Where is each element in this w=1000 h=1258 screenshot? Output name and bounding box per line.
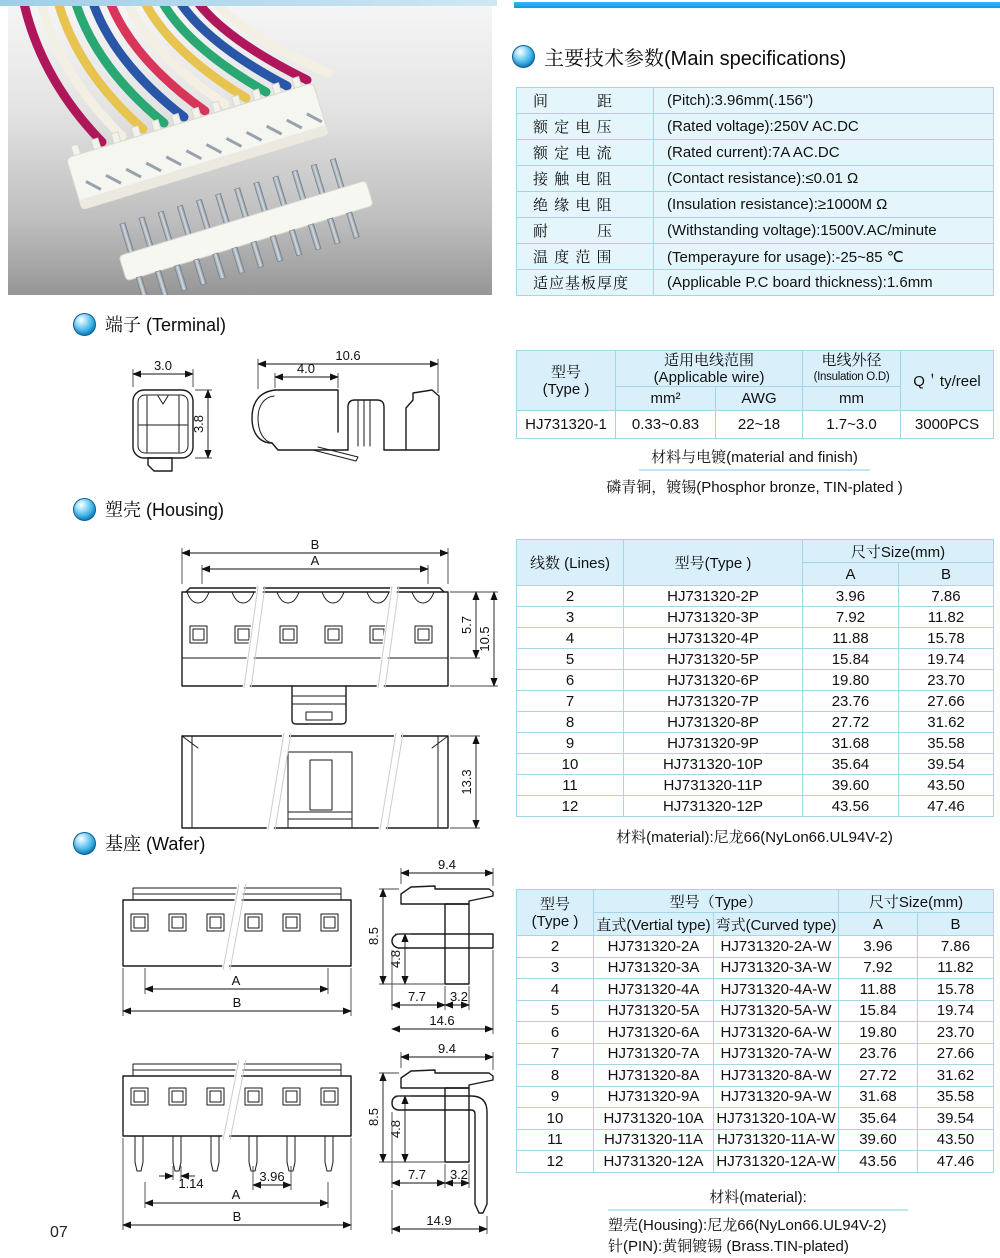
main-specs-table — [516, 87, 994, 296]
cell-type: 8 — [517, 1065, 594, 1087]
dim-label: 14.9 — [426, 1213, 452, 1228]
cell-b: 15.78 — [918, 979, 994, 1001]
table-row — [517, 1043, 994, 1065]
table-row — [517, 712, 994, 733]
cell-vertical: HJ731320-11A — [594, 1129, 714, 1151]
cell-vertical: HJ731320-9A — [594, 1086, 714, 1108]
cell-curved: HJ731320-8A-W — [714, 1065, 839, 1087]
wafer-straight-drawing — [95, 858, 500, 1038]
table-header-row — [517, 351, 994, 387]
cell-a: 7.92 — [839, 957, 918, 979]
col-header-a: A — [803, 563, 899, 586]
cell-b: 19.74 — [918, 1000, 994, 1022]
table-header-row — [517, 890, 994, 913]
cell-b: 15.78 — [899, 628, 994, 649]
table-row — [517, 775, 994, 796]
dim-label: 4.8 — [388, 949, 403, 969]
cell-lines: 6 — [517, 670, 624, 691]
col-header-type: 型号(Type ) — [624, 540, 803, 586]
cell-a: 35.64 — [803, 754, 899, 775]
dim-label: 1.14 — [178, 1176, 204, 1191]
section-heading-main-specs — [512, 42, 846, 71]
cell-b: 39.54 — [899, 754, 994, 775]
dim-label: 10.5 — [477, 626, 492, 652]
cell-curved: HJ731320-3A-W — [714, 957, 839, 979]
cell-curved: HJ731320-10A-W — [714, 1108, 839, 1130]
col-header-mm: mm — [803, 387, 901, 411]
cell-b: 19.74 — [899, 649, 994, 670]
table-row — [517, 411, 994, 439]
cell-a: 19.80 — [803, 670, 899, 691]
col-header-insulation-od: 电线外径 (Insulation O.D) — [803, 351, 901, 387]
cell-b: 31.62 — [918, 1065, 994, 1087]
section-title-main-specs: 主要技术参数(Main specifications) — [544, 48, 847, 70]
table-row — [517, 1086, 994, 1108]
cell-type: HJ731320-4P — [624, 628, 803, 649]
table-row — [517, 586, 994, 607]
dim-label: B — [232, 1209, 242, 1224]
spec-value: (Pitch):3.96mm(.156") — [654, 88, 994, 114]
dim-label: A — [231, 973, 241, 988]
cell-a: 11.88 — [839, 979, 918, 1001]
dim-label: 3.96 — [259, 1169, 285, 1184]
col-header-applicable-wire: 适用电线范围 (Applicable wire) — [616, 351, 803, 387]
cell-a: 23.76 — [839, 1043, 918, 1065]
col-header-b: B — [918, 913, 994, 936]
dim-label: 9.4 — [437, 858, 457, 872]
cell-a: 27.72 — [803, 712, 899, 733]
cell-vertical: HJ731320-2A — [594, 936, 714, 958]
cell-type: HJ731320-10P — [624, 754, 803, 775]
cell-type: 5 — [517, 1000, 594, 1022]
dim-label: 4.8 — [388, 1119, 403, 1139]
wafer-curved-drawing — [95, 1044, 500, 1244]
cell-vertical: HJ731320-4A — [594, 979, 714, 1001]
cell-b: 27.66 — [918, 1043, 994, 1065]
wafer-size-table — [516, 889, 994, 1173]
cell-a: 31.68 — [839, 1086, 918, 1108]
wafer-front-view — [123, 1060, 351, 1230]
material-note-title: 材料与电镀(material and finish) — [639, 446, 870, 471]
spec-value: (Withstanding voltage):1500V.AC/minute — [654, 218, 994, 244]
dim-label: 3.8 — [191, 414, 206, 434]
table-row — [517, 733, 994, 754]
dim-label: 3.2 — [449, 989, 469, 1004]
cell-type: 11 — [517, 1129, 594, 1151]
section-title-terminal: 端子 (Terminal) — [105, 315, 227, 335]
cell-vertical: HJ731320-3A — [594, 957, 714, 979]
dim-label: A — [310, 553, 320, 568]
wafer-side-view — [366, 858, 493, 1034]
cell-curved: HJ731320-2A-W — [714, 936, 839, 958]
wafer-material-note — [608, 1186, 908, 1257]
spec-row — [517, 244, 994, 270]
table-row — [517, 649, 994, 670]
cell-a: 43.56 — [803, 796, 899, 817]
cell-a: 43.56 — [839, 1151, 918, 1173]
cell-b: 11.82 — [899, 607, 994, 628]
cell-a: 15.84 — [803, 649, 899, 670]
spec-label: 额 定 电 压 — [517, 114, 654, 140]
spec-row — [517, 88, 994, 114]
spec-row — [517, 140, 994, 166]
col-header-awg: AWG — [716, 387, 803, 411]
cell-od: 1.7~3.0 — [803, 411, 901, 439]
cell-lines: 2 — [517, 586, 624, 607]
material-note-line: 塑壳(Housing):尼龙66(NyLon66.UL94V-2) — [608, 1217, 887, 1234]
section-heading-terminal — [73, 311, 226, 337]
cell-b: 7.86 — [899, 586, 994, 607]
spec-row — [517, 192, 994, 218]
material-note-line: 针(PIN):黄铜镀锡 (Brass.TIN-plated) — [608, 1238, 849, 1255]
cell-type: 7 — [517, 1043, 594, 1065]
col-header-type-group: 型号（Type） — [594, 890, 839, 913]
cell-a: 39.60 — [803, 775, 899, 796]
cell-curved: HJ731320-4A-W — [714, 979, 839, 1001]
cell-type: HJ731320-2P — [624, 586, 803, 607]
cell-awg: 22~18 — [716, 411, 803, 439]
bullet-sphere-icon — [512, 45, 535, 68]
col-header-size: 尺寸Size(mm) — [839, 890, 994, 913]
cell-type: HJ731320-6P — [624, 670, 803, 691]
cell-vertical: HJ731320-12A — [594, 1151, 714, 1173]
cell-b: 35.58 — [899, 733, 994, 754]
cell-lines: 5 — [517, 649, 624, 670]
cell-a: 11.88 — [803, 628, 899, 649]
cell-curved: HJ731320-9A-W — [714, 1086, 839, 1108]
material-note-value: 材料(material):尼龙66(NyLon66.UL94V-2) — [616, 829, 893, 846]
cell-type: HJ731320-8P — [624, 712, 803, 733]
spec-label: 温 度 范 围 — [517, 244, 654, 270]
housing-top-view — [182, 537, 498, 724]
cell-type: 12 — [517, 1151, 594, 1173]
cell-b: 39.54 — [918, 1108, 994, 1130]
cell-lines: 8 — [517, 712, 624, 733]
cell-type: HJ731320-12P — [624, 796, 803, 817]
bullet-sphere-icon — [73, 313, 96, 336]
dim-label: B — [232, 995, 242, 1010]
dim-label: B — [310, 537, 320, 552]
bullet-sphere-icon — [73, 498, 96, 521]
spec-label: 接 触 电 阻 — [517, 166, 654, 192]
cell-lines: 7 — [517, 691, 624, 712]
cell-b: 35.58 — [918, 1086, 994, 1108]
cell-mm2: 0.33~0.83 — [616, 411, 716, 439]
spec-value: (Rated voltage):250V AC.DC — [654, 114, 994, 140]
dim-label: 10.6 — [335, 348, 361, 363]
col-header-vertical: 直式(Vertial type) — [594, 913, 714, 936]
cell-type: 3 — [517, 957, 594, 979]
col-header-qty-reel: Q＇ty/reel — [901, 351, 994, 411]
col-header-mm2: mm² — [616, 387, 716, 411]
table-row — [517, 628, 994, 649]
cell-type: HJ731320-5P — [624, 649, 803, 670]
spec-row — [517, 218, 994, 244]
table-row — [517, 957, 994, 979]
product-photo — [8, 6, 492, 295]
cell-a: 7.92 — [803, 607, 899, 628]
housing-size-table — [516, 539, 994, 817]
cell-a: 39.60 — [839, 1129, 918, 1151]
top-accent-bar-right — [514, 2, 1000, 8]
cell-a: 3.96 — [803, 586, 899, 607]
table-row — [517, 1108, 994, 1130]
spec-value: (Temperayure for usage):-25~85 ℃ — [654, 244, 994, 270]
cell-lines: 11 — [517, 775, 624, 796]
cell-lines: 4 — [517, 628, 624, 649]
table-row — [517, 1129, 994, 1151]
spec-value: (Applicable P.C board thickness):1.6mm — [654, 270, 994, 296]
spec-value: (Rated current):7A AC.DC — [654, 140, 994, 166]
cell-b: 23.70 — [918, 1022, 994, 1044]
wire-harness-illustration — [8, 6, 492, 295]
col-header-curved: 弯式(Curved type) — [714, 913, 839, 936]
cell-lines: 9 — [517, 733, 624, 754]
spec-label: 适应基板厚度 — [517, 270, 654, 296]
col-header-size: 尺寸Size(mm) — [803, 540, 994, 563]
cell-type: 2 — [517, 936, 594, 958]
cell-type: HJ731320-11P — [624, 775, 803, 796]
cell-b: 7.86 — [918, 936, 994, 958]
table-row — [517, 979, 994, 1001]
cell-b: 47.46 — [918, 1151, 994, 1173]
cell-a: 15.84 — [839, 1000, 918, 1022]
cell-type: 9 — [517, 1086, 594, 1108]
cell-curved: HJ731320-5A-W — [714, 1000, 839, 1022]
dim-label: 9.4 — [437, 1044, 457, 1056]
cell-type: HJ731320-3P — [624, 607, 803, 628]
table-row — [517, 754, 994, 775]
section-heading-wafer — [73, 830, 205, 856]
bullet-sphere-icon — [73, 832, 96, 855]
cell-vertical: HJ731320-6A — [594, 1022, 714, 1044]
cell-type: 4 — [517, 979, 594, 1001]
wafer-pins — [135, 1136, 333, 1171]
section-heading-housing — [73, 496, 224, 522]
table-row — [517, 1065, 994, 1087]
terminal-side-view — [252, 348, 439, 461]
cell-curved: HJ731320-6A-W — [714, 1022, 839, 1044]
terminal-material-note — [516, 446, 993, 497]
dim-label: 3.2 — [449, 1167, 469, 1182]
cell-a: 31.68 — [803, 733, 899, 754]
cell-b: 31.62 — [899, 712, 994, 733]
col-header-a: A — [839, 913, 918, 936]
spec-value: (Contact resistance):≤0.01 Ω — [654, 166, 994, 192]
dim-label: 14.6 — [429, 1013, 455, 1028]
cell-a: 35.64 — [839, 1108, 918, 1130]
cell-type: 6 — [517, 1022, 594, 1044]
col-header-lines: 线数 (Lines) — [517, 540, 624, 586]
dim-label: 4.0 — [296, 361, 316, 376]
spec-row — [517, 270, 994, 296]
spec-label: 绝 缘 电 阻 — [517, 192, 654, 218]
spec-label: 间 距 — [517, 88, 654, 114]
dim-label: 13.3 — [459, 769, 474, 795]
spec-value: (Insulation resistance):≥1000M Ω — [654, 192, 994, 218]
table-row — [517, 1000, 994, 1022]
housing-material-note — [516, 826, 993, 847]
cell-vertical: HJ731320-7A — [594, 1043, 714, 1065]
cell-b: 47.46 — [899, 796, 994, 817]
spec-row — [517, 166, 994, 192]
table-row — [517, 691, 994, 712]
dim-label: 3.0 — [153, 358, 173, 373]
table-row — [517, 1022, 994, 1044]
cell-type: HJ731320-9P — [624, 733, 803, 754]
wafer-front-view — [123, 884, 351, 1016]
dim-label: 7.7 — [407, 989, 427, 1004]
cell-type: 10 — [517, 1108, 594, 1130]
cell-curved: HJ731320-12A-W — [714, 1151, 839, 1173]
cell-a: 3.96 — [839, 936, 918, 958]
cell-type: HJ731320-1 — [517, 411, 616, 439]
cell-vertical: HJ731320-5A — [594, 1000, 714, 1022]
cell-a: 27.72 — [839, 1065, 918, 1087]
spec-label: 额 定 电 流 — [517, 140, 654, 166]
terminal-drawing — [108, 346, 448, 481]
material-note-title: 材料(material): — [608, 1186, 908, 1211]
cell-vertical: HJ731320-10A — [594, 1108, 714, 1130]
dim-label: 5.7 — [459, 615, 474, 635]
material-note-value: 磷青铜，镀锡(Phosphor bronze, TIN-plated ) — [606, 479, 903, 496]
table-row — [517, 670, 994, 691]
table-row — [517, 936, 994, 958]
section-title-wafer: 基座 (Wafer) — [105, 834, 206, 854]
cell-a: 19.80 — [839, 1022, 918, 1044]
terminal-spec-table — [516, 350, 994, 439]
section-title-housing: 塑壳 (Housing) — [105, 500, 225, 520]
cell-lines: 10 — [517, 754, 624, 775]
cell-lines: 12 — [517, 796, 624, 817]
col-header-type: 型号 (Type ) — [517, 351, 616, 411]
cell-b: 23.70 — [899, 670, 994, 691]
cell-curved: HJ731320-7A-W — [714, 1043, 839, 1065]
col-header-type: 型号 (Type ) — [517, 890, 594, 936]
table-row — [517, 1151, 994, 1173]
cell-qty: 3000PCS — [901, 411, 994, 439]
dim-label: 8.5 — [366, 1107, 381, 1127]
cell-b: 43.50 — [899, 775, 994, 796]
cell-vertical: HJ731320-8A — [594, 1065, 714, 1087]
table-header-row — [517, 540, 994, 563]
housing-drawing — [140, 536, 500, 831]
housing-bottom-view — [182, 733, 480, 830]
cell-curved: HJ731320-11A-W — [714, 1129, 839, 1151]
cell-type: HJ731320-7P — [624, 691, 803, 712]
cell-b: 27.66 — [899, 691, 994, 712]
col-header-b: B — [899, 563, 994, 586]
dim-label: 8.5 — [366, 926, 381, 946]
table-row — [517, 796, 994, 817]
wafer-side-view — [366, 1044, 493, 1234]
dim-label: A — [231, 1187, 241, 1202]
terminal-front-view — [133, 358, 212, 471]
spec-row — [517, 114, 994, 140]
cell-lines: 3 — [517, 607, 624, 628]
spec-label: 耐 压 — [517, 218, 654, 244]
dim-label: 7.7 — [407, 1167, 427, 1182]
table-row — [517, 607, 994, 628]
cell-a: 23.76 — [803, 691, 899, 712]
cell-b: 11.82 — [918, 957, 994, 979]
page-number: 07 — [50, 1224, 68, 1241]
cell-b: 43.50 — [918, 1129, 994, 1151]
